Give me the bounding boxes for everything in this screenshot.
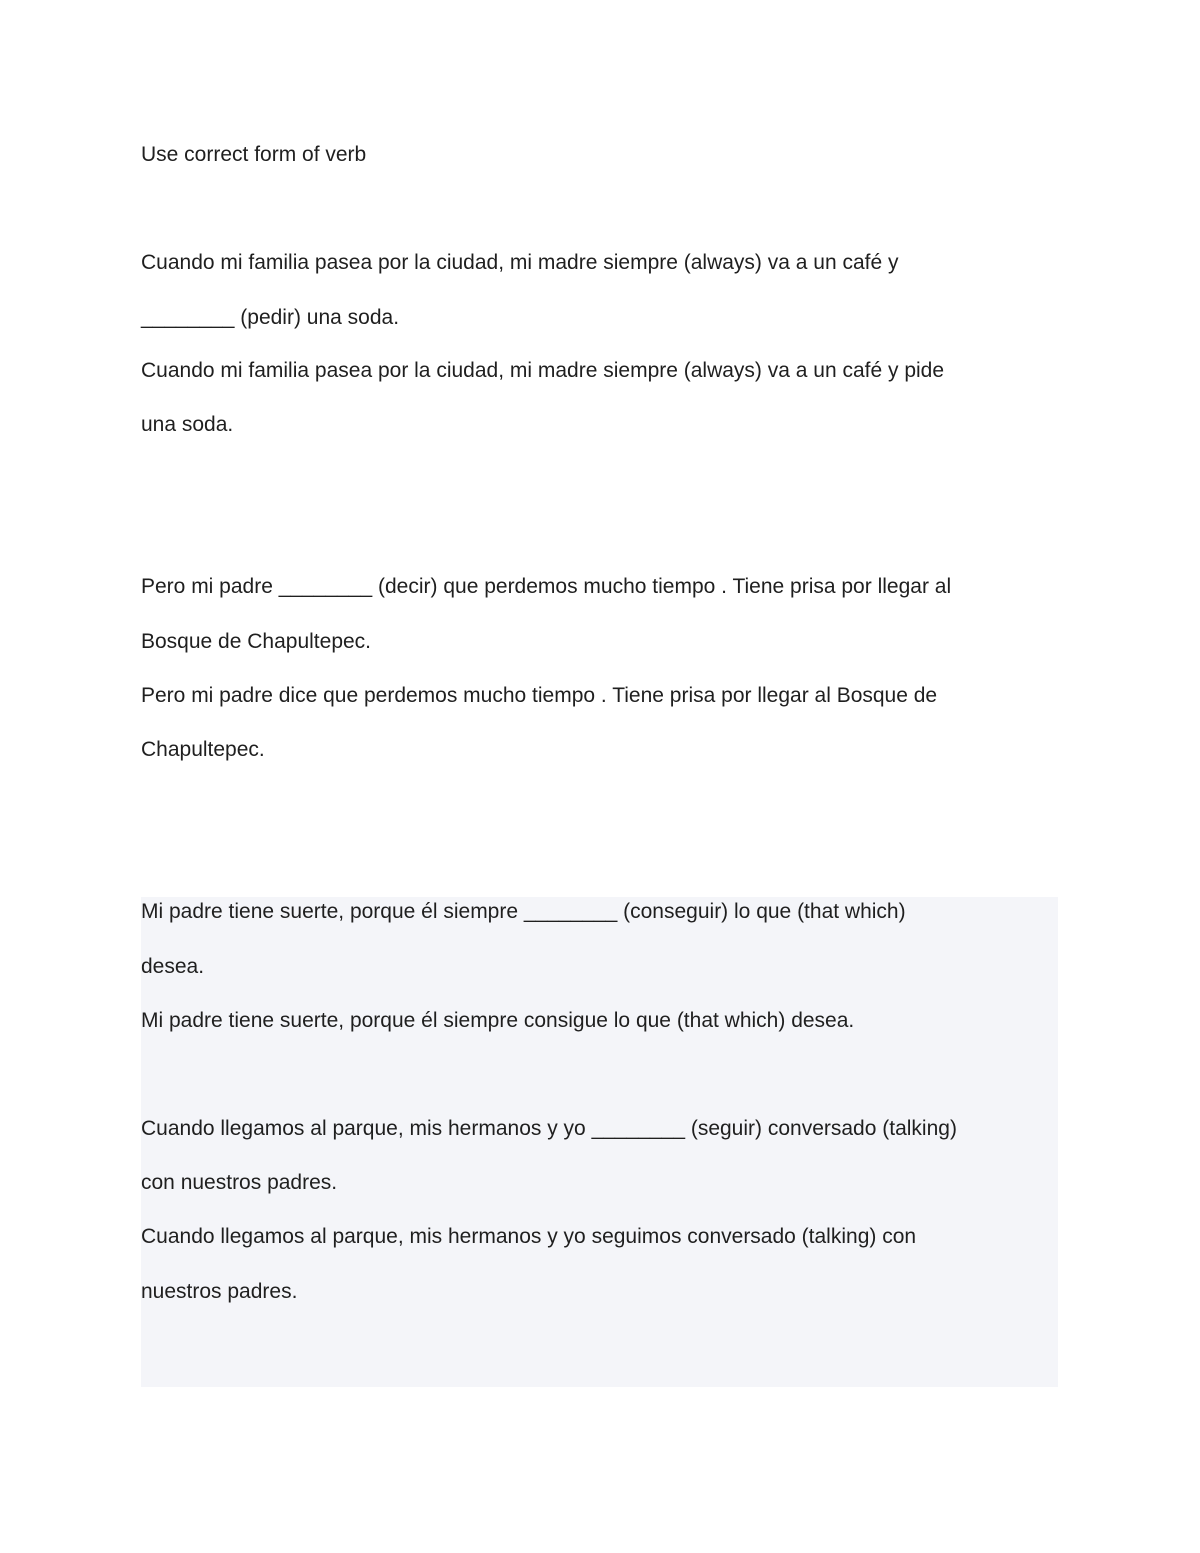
exercise-2-question-line-2: Bosque de Chapultepec.	[141, 630, 372, 653]
exercise-3-answer-line-1: Mi padre tiene suerte, porque él siempre consigue lo que (that which) desea.	[141, 1009, 855, 1032]
exercise-1-question-line-1: Cuando mi familia pasea por la ciudad, mi madre siempre (always) va a un café y	[141, 251, 899, 274]
exercise-1-answer-line-2: una soda.	[141, 413, 234, 436]
exercise-4-answer-line-1: Cuando llegamos al parque, mis hermanos y yo seguimos conversado (talking) con	[141, 1225, 917, 1248]
exercise-1-question-line-2: ________ (pedir) una soda.	[141, 306, 400, 329]
exercise-4-answer-line-2: nuestros padres.	[141, 1280, 298, 1303]
exercise-2-question-line-1: Pero mi padre ________ (decir) que perdemos mucho tiempo . Tiene prisa por llegar al	[141, 575, 952, 598]
exercise-2-answer-line-2: Chapultepec.	[141, 738, 265, 761]
exercise-2-answer-line-1: Pero mi padre dice que perdemos mucho tiempo . Tiene prisa por llegar al Bosque de	[141, 684, 938, 707]
exercise-4-question-line-1: Cuando llegamos al parque, mis hermanos y yo ________ (seguir) conversado (talking)	[141, 1117, 957, 1140]
page-heading: Use correct form of verb	[141, 143, 367, 166]
exercise-1-answer-line-1: Cuando mi familia pasea por la ciudad, mi madre siempre (always) va a un café y pide	[141, 359, 945, 382]
exercise-3-question-line-2: desea.	[141, 955, 205, 978]
exercise-3-question-line-1: Mi padre tiene suerte, porque él siempre ________ (conseguir) lo que (that which)	[141, 900, 906, 923]
exercise-4-question-line-2: con nuestros padres.	[141, 1171, 338, 1194]
